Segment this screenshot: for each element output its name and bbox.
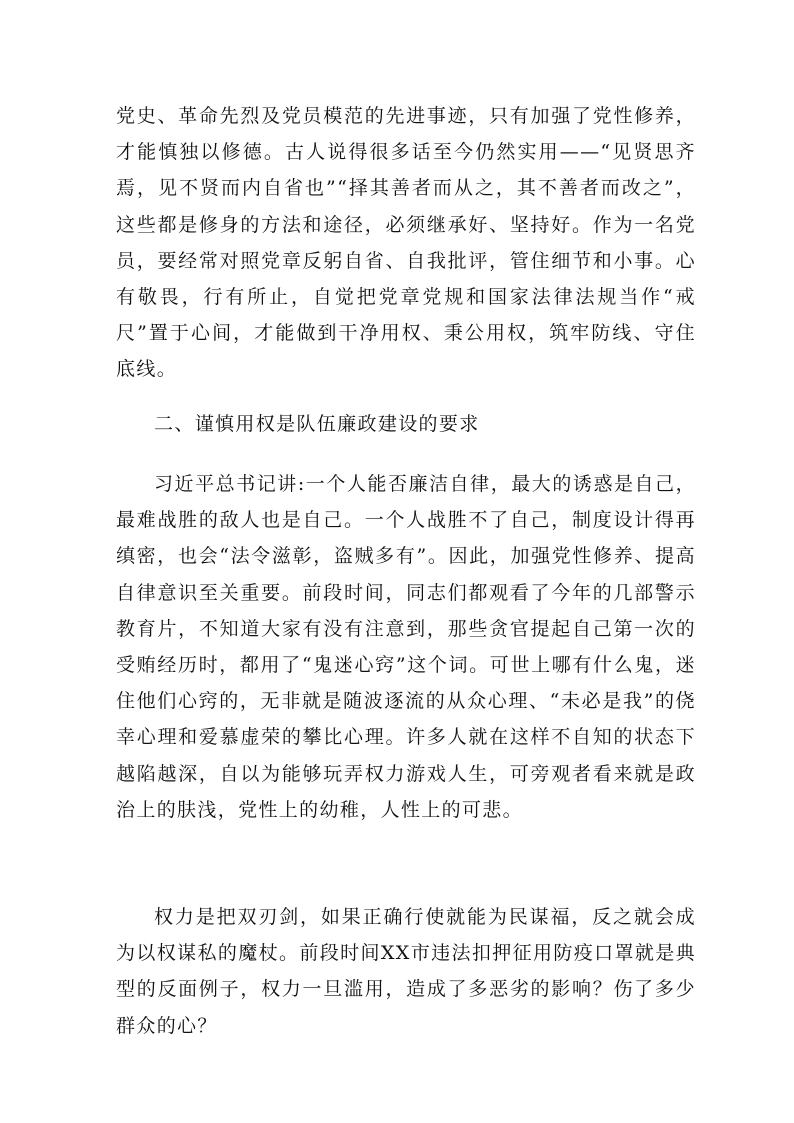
body-paragraph-3: 权力是把双刃剑，如果正确行使就能为民谋福，反之就会成为以权谋私的魔杖。前段时间XX市违法扣押征用防疫口罩就是典型的反面例子，权力一旦滥用，造成了多恶劣的影响？伤了多少群众的心？ <box>116 906 696 1037</box>
section-heading: 二、谨慎用权是队伍廉政建设的要求 <box>154 413 480 435</box>
body-paragraph-2: 习近平总书记讲:一个人能否廉洁自律，最大的诱惑是自己，最难战胜的敌人也是自己。一个人战胜不了自己，制度设计得再缜密，也会“法令滋彰，盗贼多有”。因此，加强党性修养、提高自律意识至关重要。前段时间，同志们都观看了今年的几部警示教育片，不知道大家有没有注意到，那些贪官提起自己第一次的受贿经历时，都用了“鬼迷心窍”这个词。可世上哪有什么鬼，迷住他们心窍的，无非就是随波逐流的从众心理、“未必是我”的侥幸心理和爱慕虚荣的攀比心理。许多人就在这样不自知的状态下越陷越深，自以为能够玩弄权力游戏人生，可旁观者看来就是政治上的肤浅，党性上的幼稚，人性上的可悲。 <box>116 473 696 821</box>
body-paragraph-1: 党史、革命先烈及党员模范的先进事迹，只有加强了党性修养，才能慎独以修德。古人说得很多话至今仍然实用——“见贤思齐焉，见不贤而内自省也”“择其善者而从之，其不善者而改之”，这些都是修身的方法和途径，必须继承好、坚持好。作为一名党员，要经常对照党章反躬自省、自我批评，管住细节和小事。心有敬畏，行有所止，自觉把党章党规和国家法律法规当作“戒尺”置于心间，才能做到干净用权、秉公用权，筑牢防线、守住底线。 <box>116 105 696 381</box>
